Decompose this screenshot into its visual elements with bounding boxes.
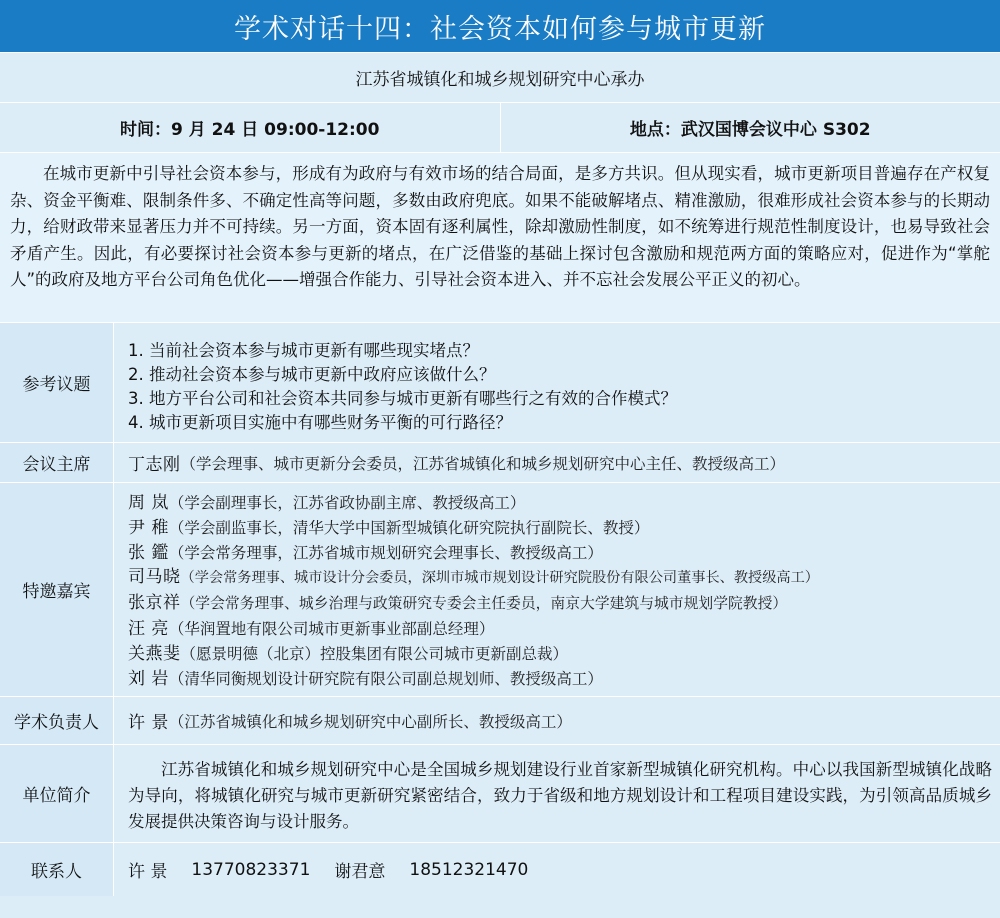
guests-list [114,483,1000,696]
guest-name: 汪 亮 [128,618,169,639]
contact-label: 联系人 [0,843,114,896]
owner-desc: （江苏省城镇化和城乡规划研究中心副所长、教授级高工） [168,712,572,731]
event-venue: 地点：武汉国博会议中心 S302 [500,103,1000,152]
time-venue-row [0,102,1000,152]
event-time: 时间：9 月 24 日 09:00-12:00 [120,120,380,140]
page-title: 学术对话十四：社会资本如何参与城市更新 [0,0,1000,52]
intro-text: 在城市更新中引导社会资本参与，形成有为政府与有效市场的结合局面，是多方共识。但从现实看，城市更新项目普遍存在产权复杂、资金平衡难、限制条件多、不确定性高等问题，多数由政府兜底。如果不能破解堵点、精准激励，很难形成社会资本参与的长期动力，给财政带来显著压力并不可持续。另一方面，资本固有逐利属性，除却激励性制度，如不统筹进行规范性制度设计，也易导致社会矛盾产生。因此，有必要探讨社会资本参与更新的堵点，在广泛借鉴的基础上探讨包含激励和规范两方面的策略应对，促进作为“掌舵人”的政府及地方平台公司角色优化——增强合作能力、引导社会资本进入、并不忘社会发展公平正义的初心。 [10,164,990,289]
guest-item [128,541,992,566]
owner-label: 学术负责人 [0,697,114,744]
guest-item [128,591,992,617]
owner-name: 许 景 [128,713,169,733]
contact-row [0,842,1000,896]
guest-desc: （学会常务理事、城乡治理与政策研究专委会主任委员，南京大学建筑与城市规划学院教授） [180,595,788,613]
guest-desc: （学会常务理事，江苏省城市规划研究会理事长、教授级高工） [168,543,603,562]
chair-name: 丁志刚 [128,455,181,475]
guest-item [128,565,992,591]
guest-name: 尹 稚 [128,517,169,538]
guest-desc: （学会副理事长，江苏省政协副主席、教授级高工） [168,494,526,512]
guest-name: 司马晓 [128,567,181,588]
owner-row [0,696,1000,744]
topics-list [114,323,1000,442]
topics-row [0,322,1000,442]
chair-content [114,443,1000,482]
guests-label: 特邀嘉宾 [0,483,114,696]
guest-item [128,667,992,692]
chair-row [0,442,1000,482]
guest-desc: （愿景明德（北京）控股集团有限公司城市更新副总裁） [180,644,569,663]
guest-desc: （清华同衡规划设计研究院有限公司副总规划师、教授级高工） [168,669,603,688]
org-row [0,744,1000,842]
org-content [114,745,1000,842]
guest-item [128,491,992,516]
contact-person: 许 景 [128,862,168,882]
topic-item: 4. 城市更新项目实施中有哪些财务平衡的可行路径？ [128,413,512,432]
guest-desc: （华润置地有限公司城市更新事业部副总经理） [168,619,495,638]
chair-desc: （学会理事、城市更新分会委员，江苏省城镇化和城乡规划研究中心主任、教授级高工） [180,454,786,473]
guest-item [128,642,992,667]
org-text: 江苏省城镇化和城乡规划研究中心是全国城乡规划建设行业首家新型城镇化研究机构。中心以我国新型城镇化战略为导向，将城镇化研究与城市更新研究紧密结合，致力于省级和地方规划设计和工程项目建设实践，为引领高品质城乡发展提供决策咨询与设计服务。 [128,760,992,831]
intro-section [0,152,1000,322]
guest-desc: （学会常务理事、城市设计分会委员，深圳市城市规划设计研究院股份有限公司董事长、教授级高工） [180,570,819,587]
organizer-line: 江苏省城镇化和城乡规划研究中心承办 [0,52,1000,102]
org-label: 单位简介 [0,745,114,842]
topic-item: 3. 地方平台公司和社会资本共同参与城市更新有哪些行之有效的合作模式？ [128,389,677,408]
topics-label: 参考议题 [0,323,114,442]
contact-phone[interactable]: 13770823371 [191,859,311,880]
owner-content [114,697,1000,744]
guest-item [128,516,992,541]
guests-row [0,482,1000,696]
topic-item: 1. 当前社会资本参与城市更新有哪些现实堵点？ [128,341,479,360]
guest-desc: （学会副监事长，清华大学中国新型城镇化研究院执行副院长、教授） [168,518,650,537]
guest-item [128,617,992,642]
guest-name: 周 岚 [128,493,169,513]
topic-item: 2. 推动社会资本参与城市更新中政府应该做什么？ [128,365,496,384]
guest-name: 关燕斐 [128,643,181,664]
guest-name: 刘 岩 [128,668,169,689]
guest-name: 张 鑑 [128,542,169,563]
contact-person: 谢君意 [334,862,386,882]
chair-label: 会议主席 [0,443,114,482]
guest-name: 张京祥 [128,593,181,614]
contact-phone[interactable]: 18512321470 [409,859,529,880]
contact-content [114,843,1000,896]
